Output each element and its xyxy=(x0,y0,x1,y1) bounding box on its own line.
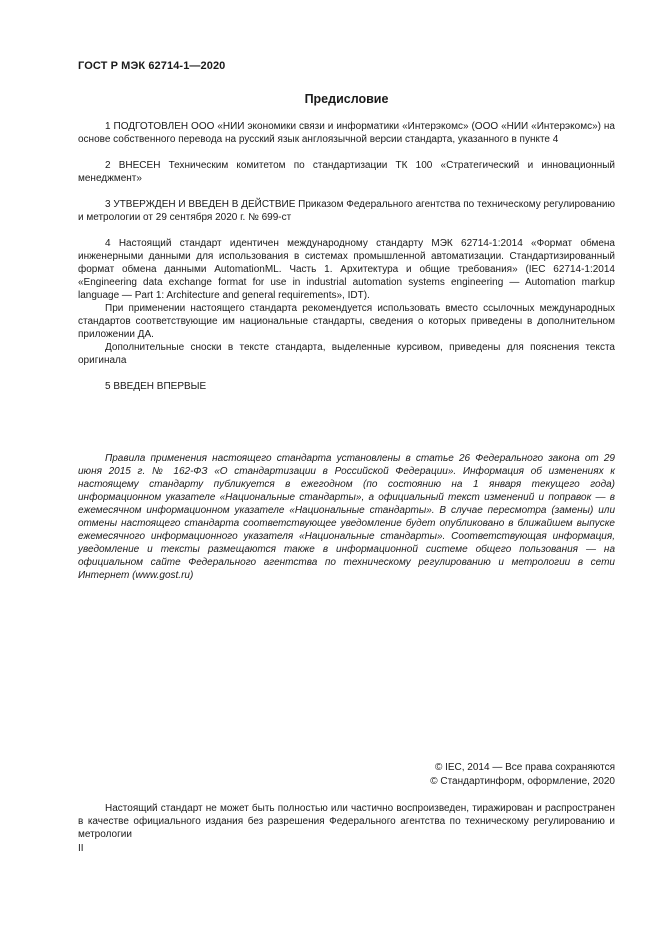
page-number: II xyxy=(78,843,84,854)
section-5: 5 ВВЕДЕН ВПЕРВЫЕ xyxy=(105,381,207,392)
copyright-iec: © IEC, 2014 — Все права сохраняются xyxy=(434,762,615,773)
copyright-block xyxy=(78,761,615,789)
preface-body xyxy=(78,120,615,393)
copyright-standartinform: © Стандартинформ, оформление, 2020 xyxy=(430,776,615,787)
usage-notice-text: Правила применения настоящего стандарта установлены в статье 26 Федерального закона от 29 июня 2015 г. № 162-ФЗ «О стандартизации в Российской Федерации». Информация об изменениях к настоящему стандарту публикуется в ежегодном (по состоянию на 1 января текущего года) информационном указателе «Национальные стандарты», а официальный текст изменений и поправок — в ежемесячном информационном указателе «Национальные стандарты». В случае пересмотра (замены) или отмены настоящего стандарта соответствующее уведомление будет опубликовано в ближайшем выпуске ежемесячного информационного указателя «Национальные стандарты». Соответствующая информация, уведомление и тексты размещаются также в информационной системе общего пользования — на официальном сайте Федерального агентства по техническому регулированию и метрологии в сети Интернет (www.gost.ru) xyxy=(78,453,615,581)
reproduction-notice xyxy=(78,802,615,841)
section-2: 2 ВНЕСЕН Техническим комитетом по стандартизации ТК 100 «Стратегический и инновационный менеджмент» xyxy=(78,160,615,184)
page-title: Предисловие xyxy=(304,92,389,106)
section-3: 3 УТВЕРЖДЕН И ВВЕДЕН В ДЕЙСТВИЕ Приказом Федерального агентства по техническому регулированию и метрологии от 29 сентября 2020 г. № 699-ст xyxy=(78,199,615,223)
standard-code: ГОСТ Р МЭК 62714-1—2020 xyxy=(78,60,226,72)
usage-notice xyxy=(78,452,615,582)
section-4-paragraph-2: При применении настоящего стандарта рекомендуется использовать вместо ссылочных международных стандартов соответствующие им национальные стандарты, сведения о которых приведены в дополнительном приложении ДА. xyxy=(78,303,615,340)
section-4-paragraph-3: Дополнительные сноски в тексте стандарта, выделенные курсивом, приведены для пояснения текста оригинала xyxy=(78,342,615,366)
section-4: 4 Настоящий стандарт идентичен международному стандарту МЭК 62714-1:2014 «Формат обмена инженерными данными для использования в системах промышленной автоматизации. Стандартизированный формат обмена данными AutomationML. Часть 1. Архитектура и общие требования» (IEC 62714-1:2014 «Engineering data exchange format for use in industrial automation systems engineering — Automation markup language — Part 1: Architecture and general requirements», IDT). xyxy=(78,238,615,301)
section-1: 1 ПОДГОТОВЛЕН ООО «НИИ экономики связи и информатики «Интерэкомс» (ООО «НИИ «Интерэкомс») на основе собственного перевода на русский язык англоязычной версии стандарта, указанного в пункте 4 xyxy=(78,121,615,145)
reproduction-notice-text: Настоящий стандарт не может быть полностью или частично воспроизведен, тиражирован и распространен в качестве официального издания без разрешения Федерального агентства по техническому регулированию и метрологии xyxy=(78,803,615,840)
